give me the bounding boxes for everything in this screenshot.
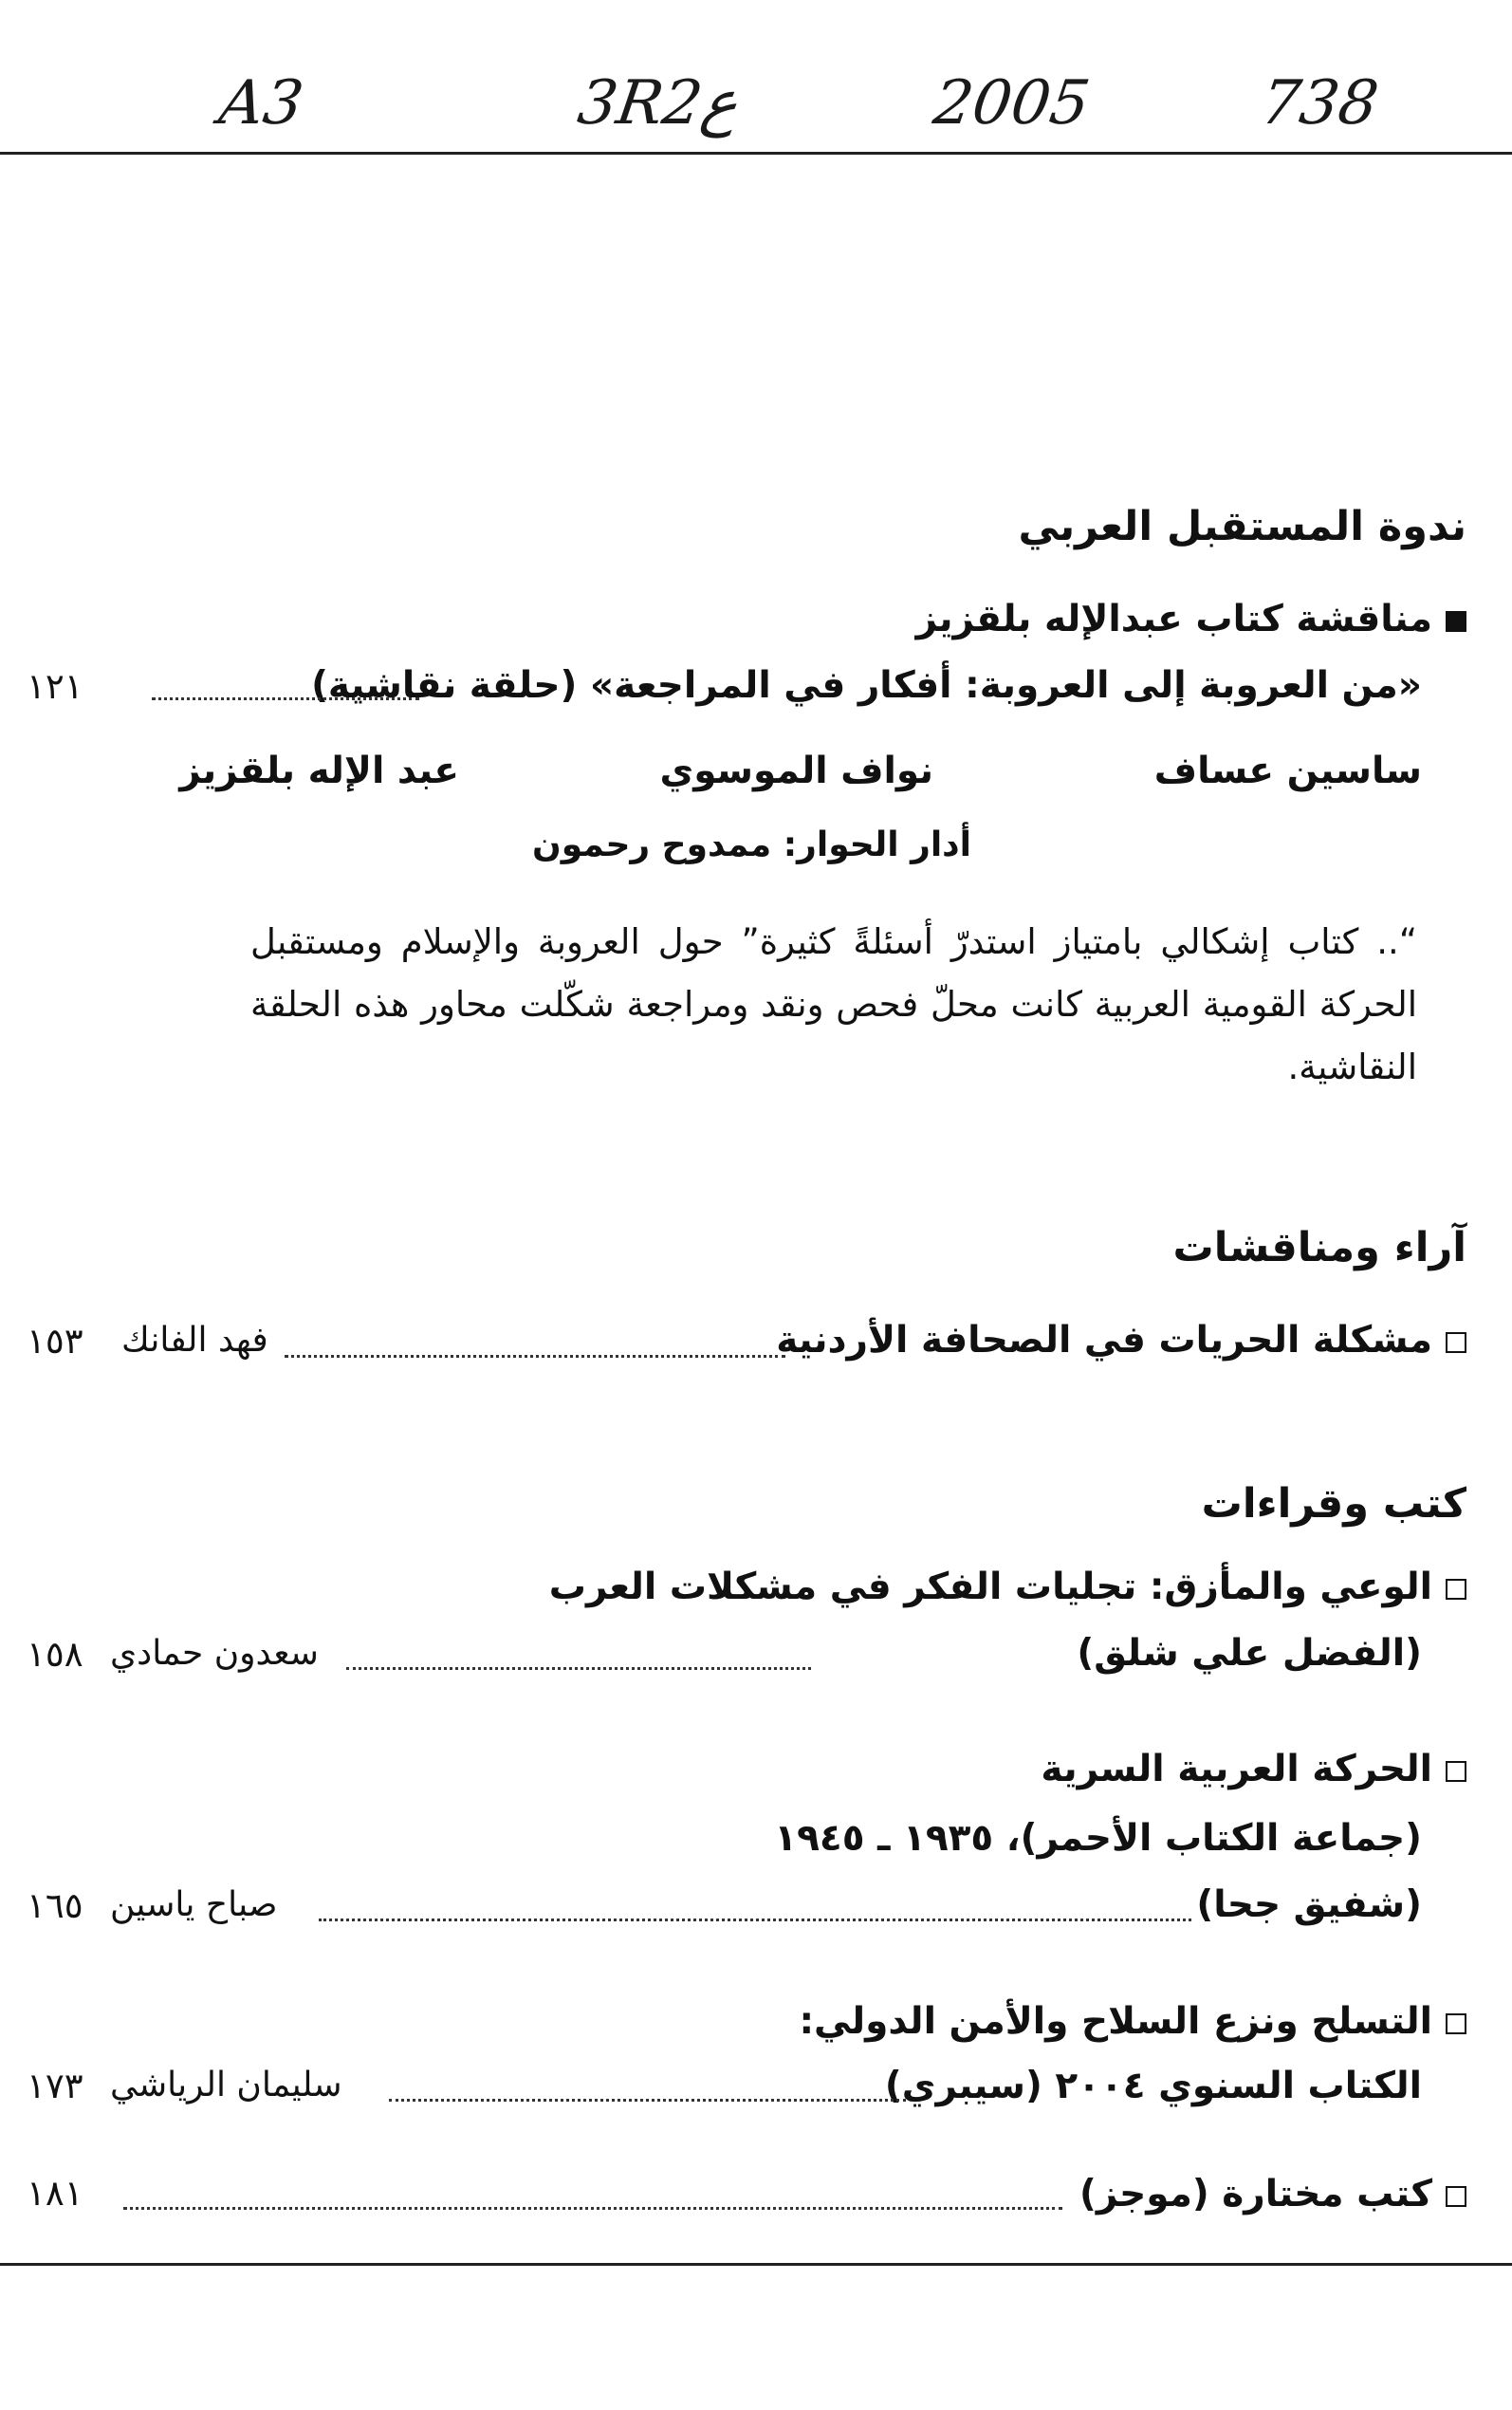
entry-title: الحركة العربية السرية [1041, 1748, 1432, 1790]
entry-subtitle: (الفضل علي شلق) [1077, 1632, 1422, 1675]
open-square-bullet-icon [1446, 1761, 1466, 1782]
entry-title: كتب مختارة (موجز) [1079, 2173, 1432, 2215]
section-heading-opinions: آراء ومناقشات [1172, 1224, 1466, 1271]
toc-entry[interactable] [1041, 1748, 1466, 1790]
dot-leader [389, 2099, 906, 2102]
section-heading-books: كتب وقراءات [1201, 1480, 1466, 1528]
handwritten-note-c: 2005 [929, 68, 1095, 139]
entry-author: فهد الفانك [121, 1321, 268, 1360]
dot-leader [123, 2207, 1062, 2210]
participant-name: عبد الإله بلقزيز [179, 750, 459, 792]
symposium-subheading [916, 598, 1466, 640]
participant-name: ساسين عساف [1153, 750, 1422, 792]
dot-leader [346, 1667, 811, 1670]
page-number: ١٥٨ [27, 1634, 83, 1675]
open-square-bullet-icon [1446, 2013, 1466, 2034]
moderator-line: أدار الحوار: ممدوح رحمون [532, 825, 971, 864]
section-heading-symposium: ندوة المستقبل العربي [1018, 503, 1466, 550]
top-rule [0, 152, 1512, 155]
entry-title: مشكلة الحريات في الصحافة الأردنية [776, 1319, 1432, 1362]
entry-title: الوعي والمأزق: تجليات الفكر في مشكلات العرب [548, 1566, 1432, 1608]
page-number: ١٨١ [27, 2173, 83, 2214]
toc-entry[interactable] [549, 1566, 1466, 1608]
entry-subtitle: (شفيق جحا) [1196, 1883, 1422, 1926]
symposium-subheading-text: مناقشة كتاب عبدالإله بلقزيز [915, 598, 1432, 640]
handwritten-note-b: 3R2ع [573, 68, 744, 139]
participant-name: نواف الموسوي [659, 750, 933, 792]
entry-author: سعدون حمادي [110, 1634, 319, 1673]
symposium-title[interactable]: «من العروبة إلى العروبة: أفكار في المراجعة» (حلقة نقاشية) [311, 664, 1422, 707]
open-square-bullet-icon [1446, 1332, 1466, 1353]
filled-square-bullet-icon [1446, 611, 1466, 632]
dot-leader [285, 1355, 785, 1358]
bottom-rule [0, 2263, 1512, 2266]
entry-author: سليمان الرياشي [110, 2066, 342, 2104]
open-square-bullet-icon [1446, 1579, 1466, 1600]
entry-title: التسلح ونزع السلاح والأمن الدولي: [799, 2000, 1432, 2043]
toc-entry[interactable] [776, 1319, 1466, 1362]
dot-leader [319, 1919, 1191, 1921]
page-number: ١٥٣ [27, 1321, 83, 1362]
entry-subtitle: الكتاب السنوي ٢٠٠٤ (سيبري) [884, 2065, 1422, 2107]
open-square-bullet-icon [1446, 2186, 1466, 2207]
toc-entry[interactable] [799, 2000, 1466, 2043]
handwritten-note-d: 738 [1256, 68, 1383, 139]
entry-subtitle: (جماعة الكتاب الأحمر)، ١٩٣٥ ـ ١٩٤٥ [774, 1817, 1422, 1860]
entry-author: صباح ياسين [110, 1885, 278, 1924]
page-number: ١٧٣ [27, 2066, 83, 2106]
page-number: ١٢١ [27, 666, 83, 707]
dot-leader [152, 697, 419, 700]
toc-entry[interactable] [1079, 2173, 1466, 2215]
symposium-abstract: “.. كتاب إشكالي بامتياز استدرّ أسئلةً كثيرة” حول العروبة والإسلام ومستقبل الحركة القومية العربية كانت محلّ فحص ونقد ومراجعة شكّلت محاور هذه الحلقة النقاشية. [250, 921, 1417, 1087]
handwritten-note-a: A3 [214, 68, 308, 139]
page-number: ١٦٥ [27, 1885, 83, 1926]
